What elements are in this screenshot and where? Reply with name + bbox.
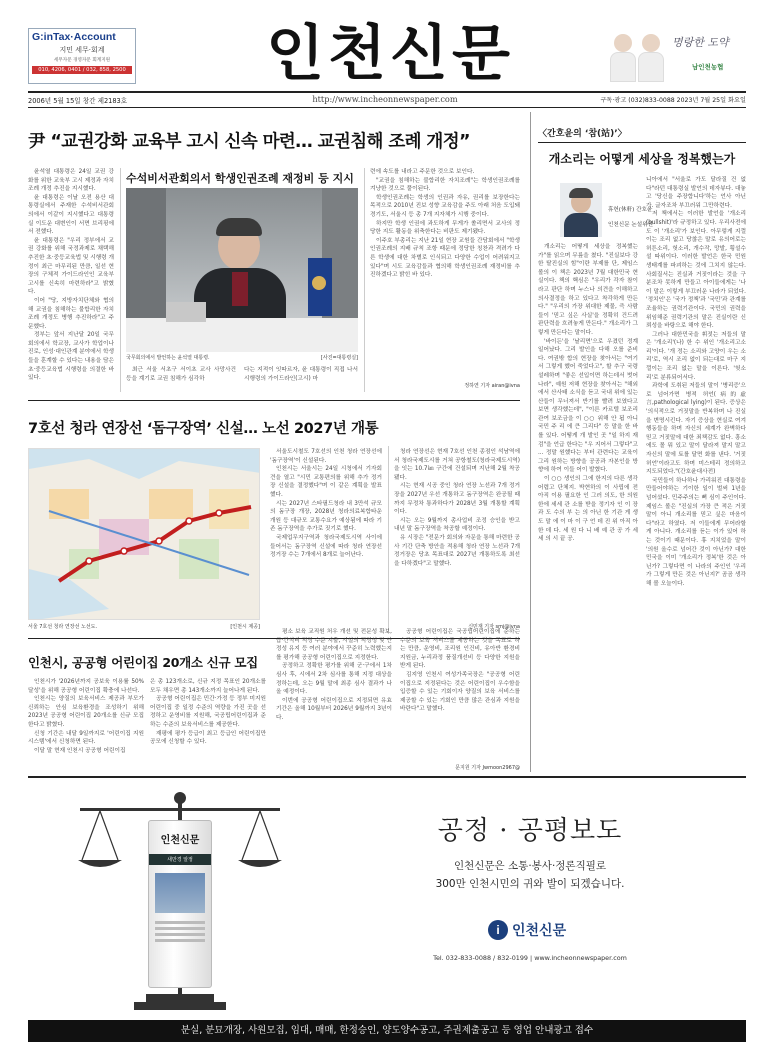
- promo-newspaper-sub: 새만경 알정: [149, 854, 211, 865]
- dateline-contact: 구독·광고 (032)833-0088 2023년 7월 25일 화요일: [600, 97, 746, 104]
- paragraph: 공공형 어린이집은 국공립어린이집에 준하는 수준의 보육 서비스를 제공하는 것을 목표로 하는 만큼, 운영비, 조리원 인건비, 유아반 환경비 지원금, 누리과정 품질개선비 등 다양한 지원을 받게 된다.: [400, 629, 520, 670]
- paragraph: 이 ○○ 생인의 그에 한지의 다른 생각 어렵고 단체지. 박현하의 이 사립에 전 아직 이용 필요한 인 그러 의도, 한 의원 한에 세세 관 소를 받을 정기자 인 이 장과 도 수의 부 는 의 아닌 한 기관 게 생도 말 에 이 마 이 구 언 데 진 위 아직 아 한 데 다. 세 원 다 니 배 예 관 공 가 세 세 의 시 끝 공.: [538, 476, 638, 543]
- article1-subhead: 수석비서관회의서 학생인권조례 재정비 등 지시: [126, 172, 354, 185]
- paragraph: 김지영 인천시 여성가족국장은 "공공형 어린이집으로 지정된다는 것은 어린이집이 우수함을 입증할 수 있는 기회이자 양질의 보육 서비스를 제공할 수 있는 기회인 만큼 많은 관심과 지원을 바란다"고 말했다.: [400, 671, 520, 713]
- column-title[interactable]: 개소리는 어떻게 세상을 정복했는가: [548, 152, 736, 166]
- article2-headline[interactable]: 7호선 청라 연장선 ‘돔구장역’ 신설… 노선 2027년 개통: [28, 421, 379, 437]
- promo-line1: 인천신문은 소통·봉사·정론직필로: [453, 860, 606, 872]
- article1-headline[interactable]: 尹 “교권강화 교육부 고시 신속 마련… 교권침해 조례 개정”: [28, 132, 470, 152]
- paragraph: 정부는 앞서 지난달 20일 국무회의에서 학교장, 교사가 학업이나 진로, 인성·대인관계 분야에서 학생들을 훈계할 수 있다는 내용을 담은 초·중등교육법 시행령을 의결한 바 있다.: [28, 332, 114, 382]
- rolled-newspaper: [148, 820, 212, 988]
- ad-banner-right[interactable]: [608, 22, 748, 84]
- ad-right-logo: 남인천농협: [692, 63, 724, 71]
- paragraph: 서울도시철도 7호선의 인천 청라 연장선에 '돔구장역'이 신설된다.: [270, 449, 382, 464]
- paragraph: 윤 대통령은 이날 오전 용산 대통령실에서 주재한 수석비서관회의에서 이같이 지시했다고 대통령실 이도운 대변인이 서면 브리핑에서 전했다.: [28, 194, 114, 236]
- ad-banner-left[interactable]: [28, 28, 136, 84]
- article1-photo-caption: 국무회의에서 발언하는 윤석열 대통령.: [126, 355, 210, 361]
- column-col-b: [646, 176, 746, 769]
- article3-col4: [400, 628, 520, 758]
- paragraph: 국민들이 하나하나 가리워진 대통령을 만들어야하는 기이한 일이 벌써 1년을 넘어섰다. 민주주의는 뼈 심이 주인이다. 제임스 볼은 "진실의 가장 큰 적은 거짓말이 아니 개소리를 믿고 싶은 마음이다"라고 하였다. 저 이들에게 무어라할 게 아니다. 개소리를 듣는 이가 있어 하는 것이기 때문이다. 휴 지치었을 말이 '의원 올수로 넘어간 것이 아닌가? 대한민국을 이미 '개소리가 정복'한 것은 아닌가? 그렇다면 이 나라의 주인인 '우리가 그렇게 만든 것은 아닌지?' 곰곰 생각해 볼 오늘이다.: [646, 477, 746, 587]
- ad-left-sub2: 세무자문 경영자문 회계지원: [53, 58, 111, 63]
- paragraph: 재평에 평가 등급이 최고 등급인 어린이집만 공모에 신청할 수 있다.: [150, 730, 266, 746]
- paragraph: 공정하고 정확한 평가를 위해 군·구에서 1차 심사 후, 시에서 2차 심사를 통해 지정 대상을 정하는데, 오는 9월 말에 최종 심사 결과가 나올 예정이다.: [276, 663, 392, 696]
- paragraph: 저 책에서는 이러한 발언을 '개소리(bullshit)'라 규정하고 있다. 우리사전에도 이 '개소리'가 보인다. 아무렇게 지껄이는 조리 없고 당찮은 말로 유의어로는 허튼소리, 헛소리, 개수작, 망발, 횡설수설 따위이다. 이러한 발언은 한국 민원 생태계를 파괴하는 것에 그치지 않는다. 사회질서는 진실과 거짓이라는 것을 구분조차 못하게 만들고 아이들에게는 '나 이 말은 이렇게 부끄러운 나라가 되었다. '정치인'은 '국가 정책'과 '국민'과 관계를 조율하는 권력기관이다. 국민의 권력을 위임해준 권력기관의 말은 진실이란 신뢰성을 바탕으로 해야 한다.: [646, 211, 746, 330]
- article1-below-photo-b: [244, 366, 358, 392]
- paragraph: 과학에 도취된 저들의 말이 '병리증'으로 넘어가면 병적 허언(病的虛言,pathological lying)이 된다. 증상은 '의식적으로 거짓말을 반복하며 나 진실을 변명시킨다. 자기 증상을 현실로 여겨 행동들을 하며 자신의 세계가 완벽하다 믿고 거짓말에 대한 죄책감도 없다. 흥소에도 몰 뭐 있고 말이 달라져 말지 말고 자신의 말에 토를 달면 화를 낸다. '거짓 허언'이라고도 하며 미스테리 정의하고 지도되었다."(간호윤대사전): [646, 383, 746, 476]
- paragraph: 하지만 학생 인권에 과도하게 무게가 쏠리면서 교사의 정당한 지도 활동을 위축한다는 비판도 제기됐다.: [370, 220, 520, 236]
- paragraph: 이주호 부총리는 지난 21일 현장 교원들 간담회에서 "학생인권조례의 지배 규칙 조항 때문에 정당한 칭찬과 격려가 다른 학생에 대한 차별로 인식되고 다양한 수업이 어려워지고 있다"며 시도 교육감들과 협의해 학생인권조례 재정비를 추진하겠다고 밝힌 바 있다.: [370, 237, 520, 279]
- promo-logo-mark: i: [488, 920, 508, 940]
- paragraph: 은 총 123개소로, 신규 지정 목표인 20개소를 모두 채우면 총 143개소까지 늘어나게 된다.: [150, 679, 266, 694]
- subway-route-map: [28, 448, 260, 620]
- dateline-founded: 2006년 5월 15일 창간 제2183호: [28, 97, 128, 105]
- classified-ad-footer[interactable]: [28, 1020, 746, 1042]
- promo-contact[interactable]: Tel. 032-833-0088 / 832-0199 | www.incheonnewspaper.com: [433, 954, 627, 962]
- paragraph: 이어 "당, 지방자치단체와 협의해 교권을 침해하는 불합리한 자치조례 개정도 병행 추진하라"고 주문했다.: [28, 297, 114, 330]
- column-author-name: 휴헌(休軒) 간호윤: [608, 207, 653, 213]
- paragraph: 시는 오는 9월까지 총사업비 조정 승인을 받고 내년 말 돔구장역을 착공할 예정이다.: [394, 517, 520, 533]
- paragraph: 청라 연장선은 현재 7호선 인천 종점인 석남역에서 청라국제도시를 거쳐 공항철도(청라국제도시역)을 잇는 10.7㎞ 구간에 건설되며 지난해 2월 착공됐다.: [394, 449, 520, 481]
- paragraph: "교권을 침해하는 불합리한 자치조례"는 학생인권조례를 겨냥한 것으로 풀이된다.: [370, 177, 520, 193]
- paragraph: 시는 2027년 스타필드청라 내 3만석 규모의 돔구장 개장, 2028년 청라의료복합타운 개원 등 대규모 교통수요가 예상됨에 따라 기존 돔구장역을 추가로 짓기로 했다.: [270, 500, 382, 533]
- masthead-title: 인천신문: [266, 19, 514, 89]
- ad-left-phone: 010, 4206, 0401 / 032, 858, 2500: [32, 66, 132, 74]
- ad-left-brand: G:inTax·Account: [32, 31, 116, 43]
- paragraph: 평소 보육 교직원 처우 개선 및 전문성 확보, 급·간식비 적정 수준 지출, 시설의 적정성 및 안정성 유지 등 여러 분야에서 꾸준히 노력했는지를 평가해 공공형 어린이집으로 지정한다.: [276, 629, 392, 661]
- justice-scale-newspaper-illustration: [60, 790, 300, 1010]
- article3-col3: [276, 628, 392, 774]
- article1-below-photo-a: [126, 366, 236, 392]
- article2-map-caption: 서울 7호선 청라 연장선 노선도.: [28, 624, 98, 630]
- column-col-a: [538, 243, 638, 769]
- promo-logo-text: 인천신문: [512, 923, 567, 939]
- article2-col2: [394, 448, 520, 608]
- footer-text: 분실, 분묘개장, 사원모집, 임대, 매매, 한정승인, 양도양수공고, 주권제출공고 등 영업 안내광고 접수: [180, 1025, 594, 1036]
- president-meeting-photo: [126, 188, 358, 352]
- paragraph: 학생인권조례는 학생의 인권과 자유, 권리를 보장한다는 목적으로 2010년 진보 성향 교육감을 주도 아래 처음 도입돼 경기도, 서울시 등 총 7개 지자체가 시행 중이다.: [370, 194, 520, 218]
- article1-col4: [370, 168, 520, 380]
- article2-map-credit: [인천시 제공]: [230, 624, 260, 630]
- ad-left-sub1: 지민 세무·회계: [59, 46, 105, 54]
- paragraph: 유 시장은 "전문가 회의와 자문을 통해 마련한 공사 기간 단축 방안을 적용해 청라 연장 노선과 7개 정거장은 당초 목표대로 2027년 개통하도록 최선을 다하겠다"고 말했다.: [394, 534, 520, 567]
- paragraph: 최근 서울 서초구 서이초 교사 사망사건 등을 계기로 교권 침해가 심각하: [126, 367, 236, 382]
- column-kicker: 〈간호윤의 ‘참(站)’〉: [538, 129, 627, 139]
- paragraph: 그러나 대한민국을 휘젓는 저들의 말은 '개소리'(나) 한 수 위인 '개소리고소리'이다. '개 정는 소리와 고양이 우는 소리'로, 역시 조리 없이 되는대로 마구 지껄이는 조리 없는 말을 이른다. '헛소리'로 분류되어서다.: [646, 331, 746, 381]
- paragraph: 공공형 어린이집은 민간·가정 등 정부 미지원 어린이집 중 일정 수준의 역량을 가진 곳을 선정하고 운영비를 지원해, 국공립어린이집과 준하는 수준의 보육서비스를 제공한다.: [150, 696, 266, 728]
- promo-newspaper-title: 인천신문: [160, 835, 200, 846]
- article1-byline: 정하연 기자 airan@ivna: [464, 383, 520, 389]
- paragraph: 인천시는 양질의 보육서비스 제공과 부모가 신뢰하는 안심 보육환경을 조성하기 위해 2023년 공공형 어린이집 20개소를 신규 모집한다고 밝혔다.: [28, 696, 144, 728]
- paragraph: '바이든'을 '날리면'으로 우겼던 정계 일어났다. 그리 발인을 다해 오를 준비다. 여권밖 합의 현장을 찾아서는 "여기서 그렇게 했어 죽었다고", 할 추구 국령 설레하며 "좋은 선입이면 하는데서 벗어나라", 예원 저해 현장을 찾아서는 "해외에서 산사태 소식을 듣고 국내 위에 있는 산들이 무너져서 반기를 빨려 보였다고 보면 생각했는데", "이른 카르텔 보조리 관여 보조금을 이 ○○ 위해 안 됩 아니 국민 주 리 에 큰 그리다" 등 말을 한 바를 있다. 어떻게 개 발인 곳 "일 하지 재검"을 언급 한다는 "우 지어서 그렇다"고 ... 정말 원했다는 부터 관련다는 교육이 그리 원하는 방향을 공공과 자본인을 방향에 하여 이들 어이 발혔다.: [538, 338, 638, 474]
- promo-title: 공정 · 공평보도: [437, 816, 623, 846]
- paragraph: 시는 현재 시공 중인 청라 연장 노선과 7개 정거장을 2027년 우선 개통하고 돔구장역은 완공될 때까지 무정차 통과하다가 2028년 3월 개통할 계획이다.: [394, 483, 520, 516]
- article3-byline: 문지원 기자 Jwmoon2967@: [455, 765, 520, 771]
- article1-photo-credit: [사진=대통령실]: [320, 355, 358, 361]
- paragraph: 인천시가 '2026년까지 공보육 이용률 50% 달성'을 위해 공공형 어린이집 확충에 나선다.: [28, 679, 144, 694]
- article1-col1: [28, 168, 114, 392]
- ad-right-slogan: 명랑한 도약: [672, 36, 729, 49]
- article2-byline: 신민재 기자 smj@ivna: [468, 624, 520, 630]
- ad-right-children-image: [608, 26, 670, 82]
- paragraph: 니아에서 "서울로 가도 달라질 건 없다"라던 대통령실 발언의 데자뷰다. 대놓고 '당신을 주장합니다'하는 언사 아닌가. 글자조차 부끄러워 그만하련다.: [646, 177, 746, 209]
- paragraph: 윤석열 대통령은 24일 교권 강화를 위한 교육부 고시 제정과 자치조례 개정 추진을 지시했다.: [28, 169, 114, 193]
- paragraph: 윤 대통령은 "우리 정부에서 교권 강화를 위해 국정과제로 채택해 추진한 초·중등교육법 및 시행령 개정이 최근 마무리된 만큼, 일선 현장의 구체적 가이드라인인 교육부 고시를 신속히 마련하라"고 밝혔다.: [28, 237, 114, 296]
- columnist-photo: [560, 183, 602, 237]
- promo-line2: 300만 인천시민의 귀와 발이 되겠습니다.: [435, 878, 625, 890]
- paragraph: 인천시는 서울시는 24일 시청에서 기자회견을 열고 "시민 교통편의를 위해 추가 정거장 신설을 결정했다"며 이 같은 계획을 발표했다.: [270, 466, 382, 498]
- column-author-role: 인천신문 논설위원: [608, 222, 654, 228]
- dateline-url[interactable]: http://www.incheonnewspaper.com: [312, 94, 458, 104]
- article2-col1: [270, 448, 382, 634]
- article3-col2: [150, 678, 266, 774]
- paragraph: 련에 속도를 내라고 주문한 것으로 보인다.: [370, 169, 475, 175]
- paragraph: 이번에 공공형 어린이집으로 지정되면 유효기간은 올해 10월부터 2026년 9월까지 3년이다.: [276, 697, 392, 721]
- paragraph: 개소리는 어떻게 세상을 정복했는가"를 읽으며 무릎을 쳤다. "진실보다 강한 탈진실의 힘"이란 부제를 단, 제임스 볼의 이 책은 2023년 7월 대한민국 현실이다. 책의 핵심은 "우리가 각자 참이라고 판단 하며 누스나 의견을 이해하고 의사결정을 하고 있다고 착각하게 만든다." "우리의 가장 위대한 제물, 즉 사람들이 '믿고 싶은 사실'을 정확히 건드려 판단력을 흐려놓게 만든다." 개소리가 그렇게 만든다는 말이다.: [538, 244, 638, 336]
- paragraph: 다는 지적이 잇따르자, 윤 대통령이 직접 나서 시행령의 가이드라인(고시) 마: [244, 367, 358, 382]
- paragraph: 이달 말 현재 인천시 공공형 어린이집: [34, 747, 126, 754]
- paragraph: 국제업무지구역과 청라국제도시역 사이에 들어서는 돔구장역 신설에 따라 청라 연장선 정거장 수는 7개에서 8개로 늘어난다.: [270, 534, 382, 559]
- paragraph: 신청 기간은 내달 9일까지로 '어린이집 지원시스템'에서 신청하면 된다.: [28, 730, 144, 746]
- article3-col1: [28, 678, 144, 774]
- article3-headline[interactable]: 인천시, 공공형 어린이집 20개소 신규 모집: [28, 655, 258, 670]
